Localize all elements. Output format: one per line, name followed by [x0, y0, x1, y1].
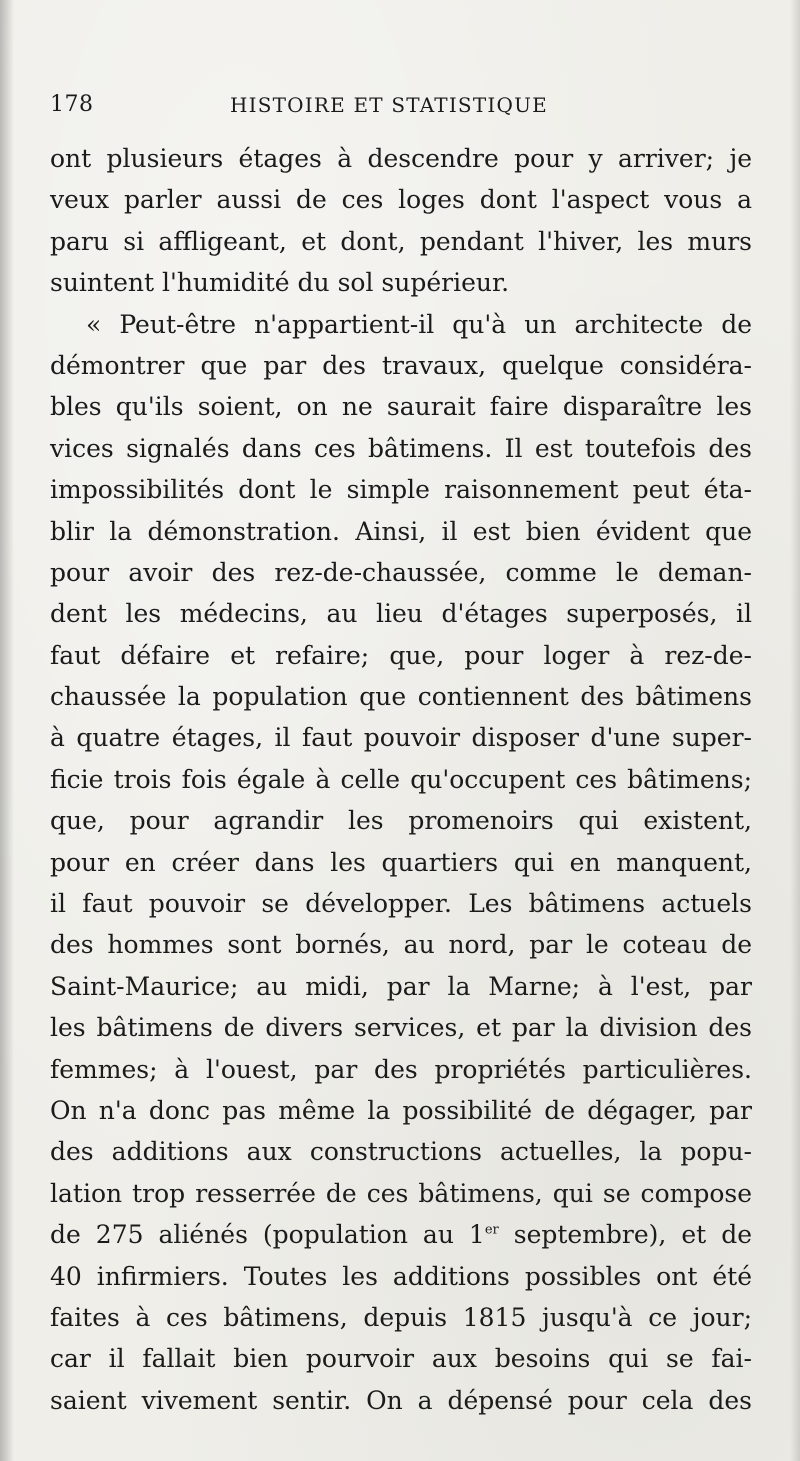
text-line: des hommes sont bornés, au nord, par le coteau de [50, 930, 752, 960]
text-line: à quatre étages, il faut pouvoir disposer d'une super- [50, 723, 752, 753]
text-line: les bâtimens de divers services, et par la division des [50, 1013, 752, 1043]
text-line: saient vivement sentir. On a dépensé pour cela des [50, 1385, 752, 1415]
text-line: bles qu'ils soient, on ne saurait faire disparaître les [50, 392, 752, 422]
text-line: paru si affligeant, et dont, pendant l'hiver, les murs [50, 226, 752, 256]
text-line: chaussée la population que contiennent des bâtimens [50, 682, 752, 712]
text-line-with-superscript [50, 1214, 752, 1255]
text-line: faut défaire et refaire; que, pour loger à rez-de- [50, 640, 752, 670]
edge-shadow [790, 0, 800, 1461]
text-line: car il fallait bien pourvoir aux besoins qui se fai- [50, 1344, 752, 1374]
text-line: femmes; à l'ouest, par des propriétés particulières. [50, 1054, 752, 1084]
line-start: de 275 aliénés (population au 1 [50, 1220, 485, 1250]
gutter-shadow [0, 0, 14, 1461]
ordinal-superscript: er [484, 1222, 499, 1238]
running-title: HISTOIRE ET STATISTIQUE [230, 93, 548, 117]
text-line: vices signalés dans ces bâtimens. Il est toutefois des [50, 433, 752, 463]
text-line: suintent l'humidité du sol supérieur. [50, 268, 510, 298]
text-line: pour avoir des rez-de-chaussée, comme le deman- [50, 557, 752, 587]
text-line: « Peut-être n'appartient-il qu'à un architecte de [86, 309, 752, 339]
body-text [50, 138, 752, 1421]
text-line: Saint-Maurice; au midi, par la Marne; à l'est, par [50, 971, 752, 1001]
text-line: faites à ces bâtimens, depuis 1815 jusqu'à ce jour; [50, 1302, 752, 1332]
text-line: lation trop resserrée de ces bâtimens, qui se compose [50, 1178, 752, 1208]
text-line: que, pour agrandir les promenoirs qui existent, [50, 806, 752, 836]
text-line: blir la démonstration. Ainsi, il est bien évident que [50, 516, 752, 546]
text-line: démontrer que par des travaux, quelque considéra- [50, 350, 752, 380]
text-line: On n'a donc pas même la possibilité de dégager, par [50, 1095, 752, 1125]
text-line: ont plusieurs étages à descendre pour y arriver; je [50, 144, 752, 173]
text-line: ficie trois fois égale à celle qu'occupent ces bâtimens; [50, 764, 752, 794]
line-end: septembre), et de [498, 1220, 752, 1250]
text-line: veux parler aussi de ces loges dont l'aspect vous a [50, 185, 752, 215]
running-head [50, 92, 750, 122]
text-line: dent les médecins, au lieu d'étages superposés, il [50, 599, 752, 629]
text-line: impossibilités dont le simple raisonnement peut éta- [50, 475, 752, 505]
text-line: il faut pouvoir se développer. Les bâtimens actuels [50, 889, 752, 919]
text-line: 40 infirmiers. Toutes les additions possibles ont été [50, 1261, 752, 1291]
page-number: 178 [50, 92, 94, 117]
text-line: des additions aux constructions actuelles, la popu- [50, 1137, 752, 1167]
text-line: pour en créer dans les quartiers qui en manquent, [50, 847, 752, 877]
